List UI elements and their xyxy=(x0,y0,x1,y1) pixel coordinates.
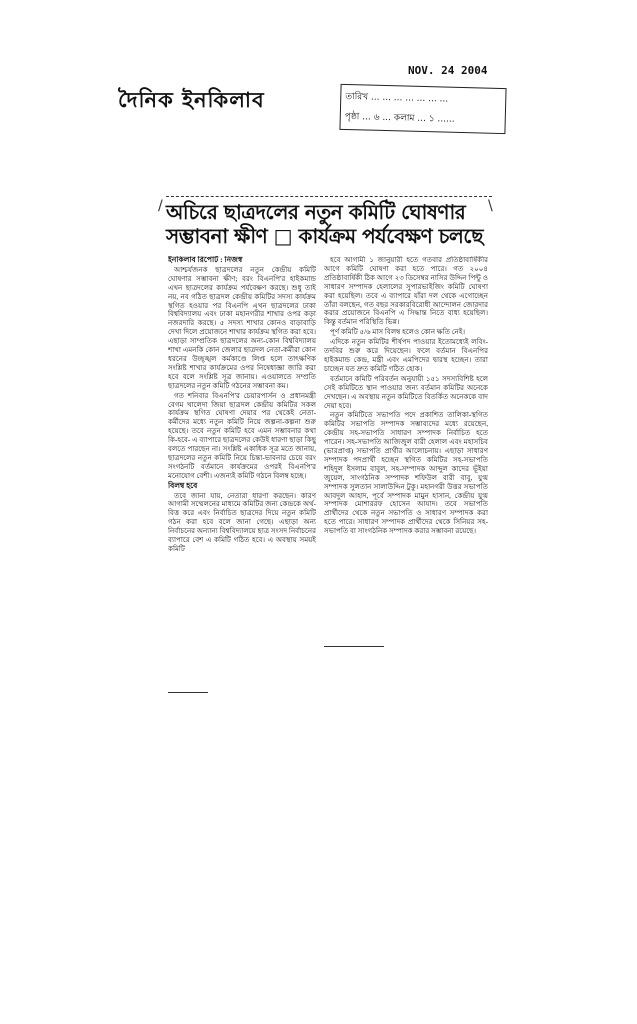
paragraph: হবে আগামী ১ জানুয়ারী হতে গতবার প্রতিষ্ঠাবার্ষিকীর আগে কমিটি ঘোষণা করা হতে পারে। গত ২০০৪ প্রতিষ্ঠাবার্ষিকী ঠিক আগে ২৩ ডিসেম্বর নাসির উদ্দিন পিন্টু ও সাধারণ সম্পাদক হেলালের সুপারভাইজিং কমিটি ঘোষণা করা হয়েছিল। তবে এ ব্যাপারে যাঁরা দল থেকে এগোচ্ছেন তাঁরা বলছেন, গত বছর সরকারবিরোধী আন্দোলন জোরদার করার প্রয়োজনে বিএনপি এ সিদ্ধান্ত নিতে বাধ্য হয়েছিল। কিন্তু বর্তমান পরিস্থিতি ভিন্ন। xyxy=(324,256,488,327)
article-column-1 xyxy=(168,256,316,688)
article-column-2 xyxy=(324,256,488,644)
paragraph: পূর্ণ কমিটি ৫/৬ মাস বিলম্ব হলেও কোন ক্ষতি নেই। xyxy=(330,328,466,337)
stamp-date-value: ... ... ... ... ... ... ... xyxy=(370,92,449,105)
newspaper-masthead: দৈনিক ইনকিলাব xyxy=(118,88,265,112)
stamp-column-label: কলাম xyxy=(393,113,415,124)
headline-line-2: সম্ভাবনা ক্ষীণ □ কার্যক্রম পর্যবেক্ষণ চলছে xyxy=(166,224,483,248)
subheading: বিলম্ব হবে xyxy=(168,480,198,490)
paragraph: আশ্চর্যজনক ছাত্রদলের নতুন কেন্দ্রীয় কমিটি ঘোষণার সম্ভাবনা ক্ষীণ; বরং বিএনপি'র হাইকমান্ড এখন ছাত্রদলের কার্যক্রম পর্যবেক্ষণ করছে। শুধু তাই নয়, নব গঠিত ছাত্রদল কেন্দ্রীয় কমিটির সদস্য কার্যক্রম স্থগিত হওয়ার পর বিএনপি এখন ছাত্রদলের ঢাকা বিশ্ববিদ্যালয় এবং ঢাকা মহানগরীর শাখার ওপর কড়া নজরদারি করছে। ৫ সদস্য শাখার কোনও বাড়াবাড়ি দেখা দিলে প্রয়োজনে শাখার কার্যক্রম স্থগিত করা হবে। এছাড়া সাম্প্রতিক ছাত্রদলের অন্য-কোন বিশ্ববিদ্যালয় শাখা এমনকি কোন জেলার ছাত্রদল নেতা-কর্মীরা কোন ধরনের উচ্ছৃঙ্খল কর্মকাণ্ডে লিপ্ত হলে তাৎক্ষণিক সংশ্লিষ্ট শাখার কার্যক্রমের ওপর নিষেধাজ্ঞা জারি করা হবে বলে সংশ্লিষ্ট সূত্র জানায়। এওয়ালতে সম্প্রতি ছাত্রদলের নতুন কমিটি গঠনের সম্ভাবনা কম। xyxy=(168,265,316,390)
bracket-mark: / xyxy=(158,198,163,214)
paragraph: বর্তমানে কমিটি পরিবর্তন অনুযায়ী ১৫১ সদস্যবিশিষ্ট হলে সেই কমিটিতে স্থান পাওয়ার জন্য বর্তমান কমিটির অনেকে দেখছেন। এ অবস্থায় নতুন কমিটিতে বিতর্কিত অনেককে বাদ দেয়া হবে। xyxy=(324,374,488,410)
stamp-page-row xyxy=(345,107,501,131)
paragraph: নতুন কমিটিতে সভাপতি পদে প্রকাশিত তালিকা-স্থগিত কমিটির সভাপতি সম্পাদক সম্ভাব্যদের মধ্যে রয়েছেন, কেন্দ্রীয় সহ-সভাপতি সাধারণ সম্পাদক নির্বাচিত হতে পারেন। সহ-সভাপতি আজিজুল বারী হেলাল এবং মহাসচিব (ভারপ্রাপ্ত) সভাপতি প্রার্থীর আলোচনায়। এছাড়া সাধারণ সম্পাদক পদপ্রার্থী হচ্ছেন স্থগিত কমিটির সহ-সভাপতি শহিদুল ইসলাম বাবুল, সহ-সম্পাদক আব্দুল কাদের ভূঁইয়া জুয়েল, সাংগঠনিক সম্পাদক শফিউল বারী বাবু, যুগ্ম সম্পাদক সুলতান সালাউদ্দিন টুকু। মহানগরী উত্তর সভাপতি আবদুল আহাদ, পূর্বে সম্পাদক মামুন হাসান, কেন্দ্রীয় যুগ্ম সম্পাদক মোশাররফ হোসেন আযাদ। তবে সভাপতি প্রার্থীদের থেকে নতুন সভাপতি ও সাধারণ সম্পাদক করা হতে পারে। সাধারণ সম্পাদক প্রার্থীদের থেকে সিনিয়র সহ-সভাপতি বা সাংগঠনিক সম্পাদক করার সম্ভাবনা রয়েছে। xyxy=(324,411,488,536)
end-rule xyxy=(168,692,208,693)
byline: ইনকিলাব রিপোর্ট : নিজস্ব xyxy=(168,256,243,264)
clipping-stamp xyxy=(339,84,506,134)
paragraph: তবে জানা যায়, নেতারা ধারণা করছেন। কারণ আগামী সম্মেলনের মাধ্যমে কমিটির জন্য কেন্দ্রকে অর্থ-বিত্ত করে এবং নির্বাচিত ছাত্রদের দিয়ে নতুন কমিটি গঠন করা হবে বলে জানা গেছে। এছাড়া অন্য নির্বাচনের অন্যান্য বিশ্ববিদ্যালয়ে ছাত্র সংসদ নির্বাচনের ব্যাপারে বেশ এ কমিটি গঠিত হবে। এ অবস্থায় সময়ই কমিটি xyxy=(168,491,316,553)
end-rule xyxy=(324,646,384,647)
stamp-column-value: ... ১ ...... xyxy=(417,113,455,125)
headline-line-1: অচিরে ছাত্রদলের নতুন কমিটি ঘোষণার xyxy=(166,200,466,224)
stamp-date-label: তারিখ xyxy=(345,91,369,103)
paragraph: এদিকে নতুন কমিটির শীর্ষপদ পাওয়ার ইতোমধ্যেই লবিং-তদবির শুরু করে দিয়েছেন। ফলে বর্তমান বিএনপির হাইকমান্ড কেন্দ্র, মন্ত্রী এবং এমপিদের দ্বারস্থ হচ্ছেন। তারা চাচ্ছেন যত দ্রুত কমিটি গঠিত হোক। xyxy=(324,338,488,373)
article-headline xyxy=(166,196,492,248)
stamp-page-value: ... ৬ ... xyxy=(362,112,392,124)
bracket-mark: \ xyxy=(488,198,493,214)
date-stamp: NOV. 24 2004 xyxy=(408,64,488,77)
paragraph: গত শনিবার বিএনপি'র চেয়ারপার্সন ও প্রধানমন্ত্রী বেগম খালেদা জিয়া ছাত্রদল কেন্দ্রীয় কমিটির সকল কার্যক্রম স্থগিত ঘোষণা দেয়ার পর থেকেই নেতা-কর্মীদের মধ্যে নতুন কমিটি নিয়ে জল্পনা-কল্পনা শুরু হয়েছে। তবে নতুন কমিটি হবে এমন সম্ভাবনার কথা কি-হবে- এ ব্যাপারে ছাত্রদলের কেউই ধারণা ছাড়া কিছু বলতে পারছেন না। সংশ্লিষ্ট একাধিক সূত্র মতে জানায়, ছাত্রদলের নতুন কমিটি নিয়ে চিন্তা-ভাবনার চেয়ে বরং সংগঠনটি বর্তমানে কার্যক্রমের ওপরই বিএনপি'র মনোযোগ বেশী। এজন্যই কমিটি গঠনে বিলম্ব হচ্ছে। xyxy=(168,391,316,480)
stamp-page-label: পৃষ্ঠা xyxy=(344,111,360,123)
